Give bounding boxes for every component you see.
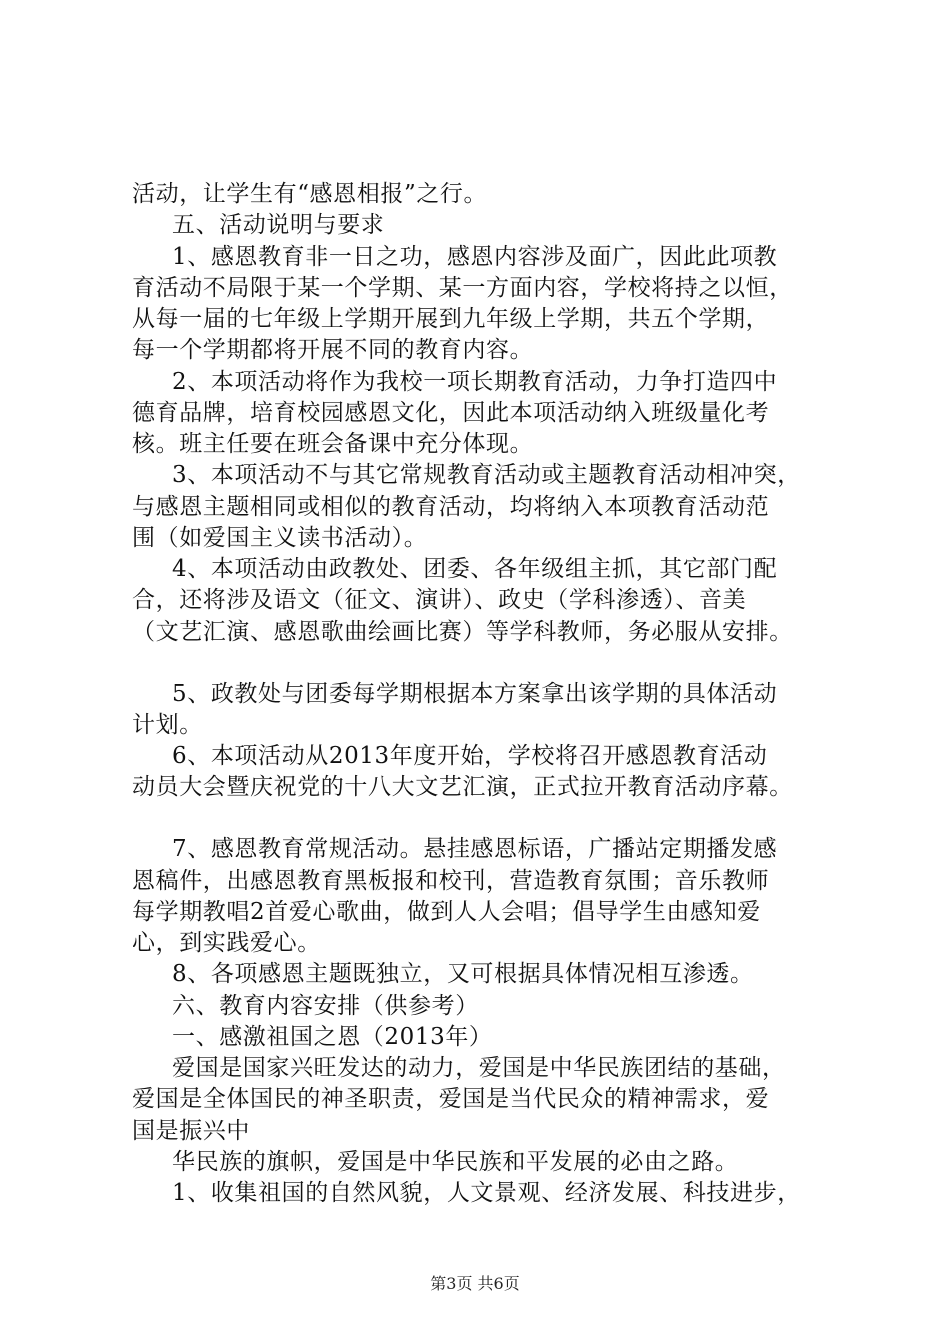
text-line: 4、本项活动由政教处、团委、各年级组主抓，其它部门配	[172, 556, 778, 582]
text-line: 每一个学期都将开展不同的教育内容。	[132, 337, 534, 363]
text-line: 爱国是国家兴旺发达的动力，爱国是中华民族团结的基础，	[172, 1055, 786, 1081]
section-heading: 五、活动说明与要求	[172, 212, 385, 238]
text-line: 6、本项活动从2013年度开始，学校将召开感恩教育活动	[172, 743, 768, 769]
text-line: 5、政教处与团委每学期根据本方案拿出该学期的具体活动	[172, 681, 778, 707]
text-line: 计划。	[132, 712, 203, 738]
text-line: （文艺汇演、感恩歌曲绘画比赛）等学科教师，务必服从安排。	[132, 619, 793, 645]
text-line: 2、本项活动将作为我校一项长期教育活动，力争打造四中	[172, 369, 778, 395]
text-line: 1、收集祖国的自然风貌，人文景观、经济发展、科技进步，	[172, 1180, 801, 1206]
text-line: 动员大会暨庆祝党的十八大文艺汇演，正式拉开教育活动序幕。	[132, 774, 793, 800]
text-line: 心，到实践爱心。	[132, 930, 321, 956]
text-line: 从每一届的七年级上学期开展到九年级上学期，共五个学期，	[132, 306, 770, 332]
text-line: 核。班主任要在班会备课中充分体现。	[132, 431, 534, 457]
text-line: 华民族的旗帜，爱国是中华民族和平发展的必由之路。	[172, 1149, 739, 1175]
text-line: 爱国是全体国民的神圣职责，爱国是当代民众的精神需求，爱	[132, 1086, 770, 1112]
text-line: 合，还将涉及语文（征文、演讲）、政史（学科渗透）、音美	[132, 587, 747, 613]
text-line: 围（如爱国主义读书活动）。	[132, 525, 428, 551]
text-line: 恩稿件，出感恩教育黑板报和校刊，营造教育氛围；音乐教师	[132, 868, 770, 894]
text-line: 活动，让学生有“感恩相报”之行。	[132, 181, 488, 207]
text-line: 1、感恩教育非一日之功，感恩内容涉及面广，因此此项教	[172, 244, 778, 270]
text-line: 德育品牌，培育校园感恩文化，因此本项活动纳入班级量化考	[132, 400, 770, 426]
text-line: 3、本项活动不与其它常规教育活动或主题教育活动相冲突，	[172, 462, 801, 488]
text-line: 与感恩主题相同或相似的教育活动，均将纳入本项教育活动范	[132, 494, 770, 520]
section-heading: 六、教育内容安排（供参考）	[172, 993, 479, 1019]
text-line: 国是振兴中	[132, 1118, 250, 1144]
text-line: 育活动不局限于某一个学期、某一方面内容，学校将持之以恒，	[132, 275, 793, 301]
page-number-footer: 第3页 共6页	[430, 1274, 520, 1293]
subsection-heading: 一、感激祖国之恩（2013年）	[172, 1024, 493, 1050]
text-line: 8、各项感恩主题既独立，又可根据具体情况相互渗透。	[172, 961, 754, 987]
text-line: 每学期教唱2首爱心歌曲，做到人人会唱；倡导学生由感知爱	[132, 899, 761, 925]
text-line: 7、感恩教育常规活动。悬挂感恩标语，广播站定期播发感	[172, 836, 778, 862]
